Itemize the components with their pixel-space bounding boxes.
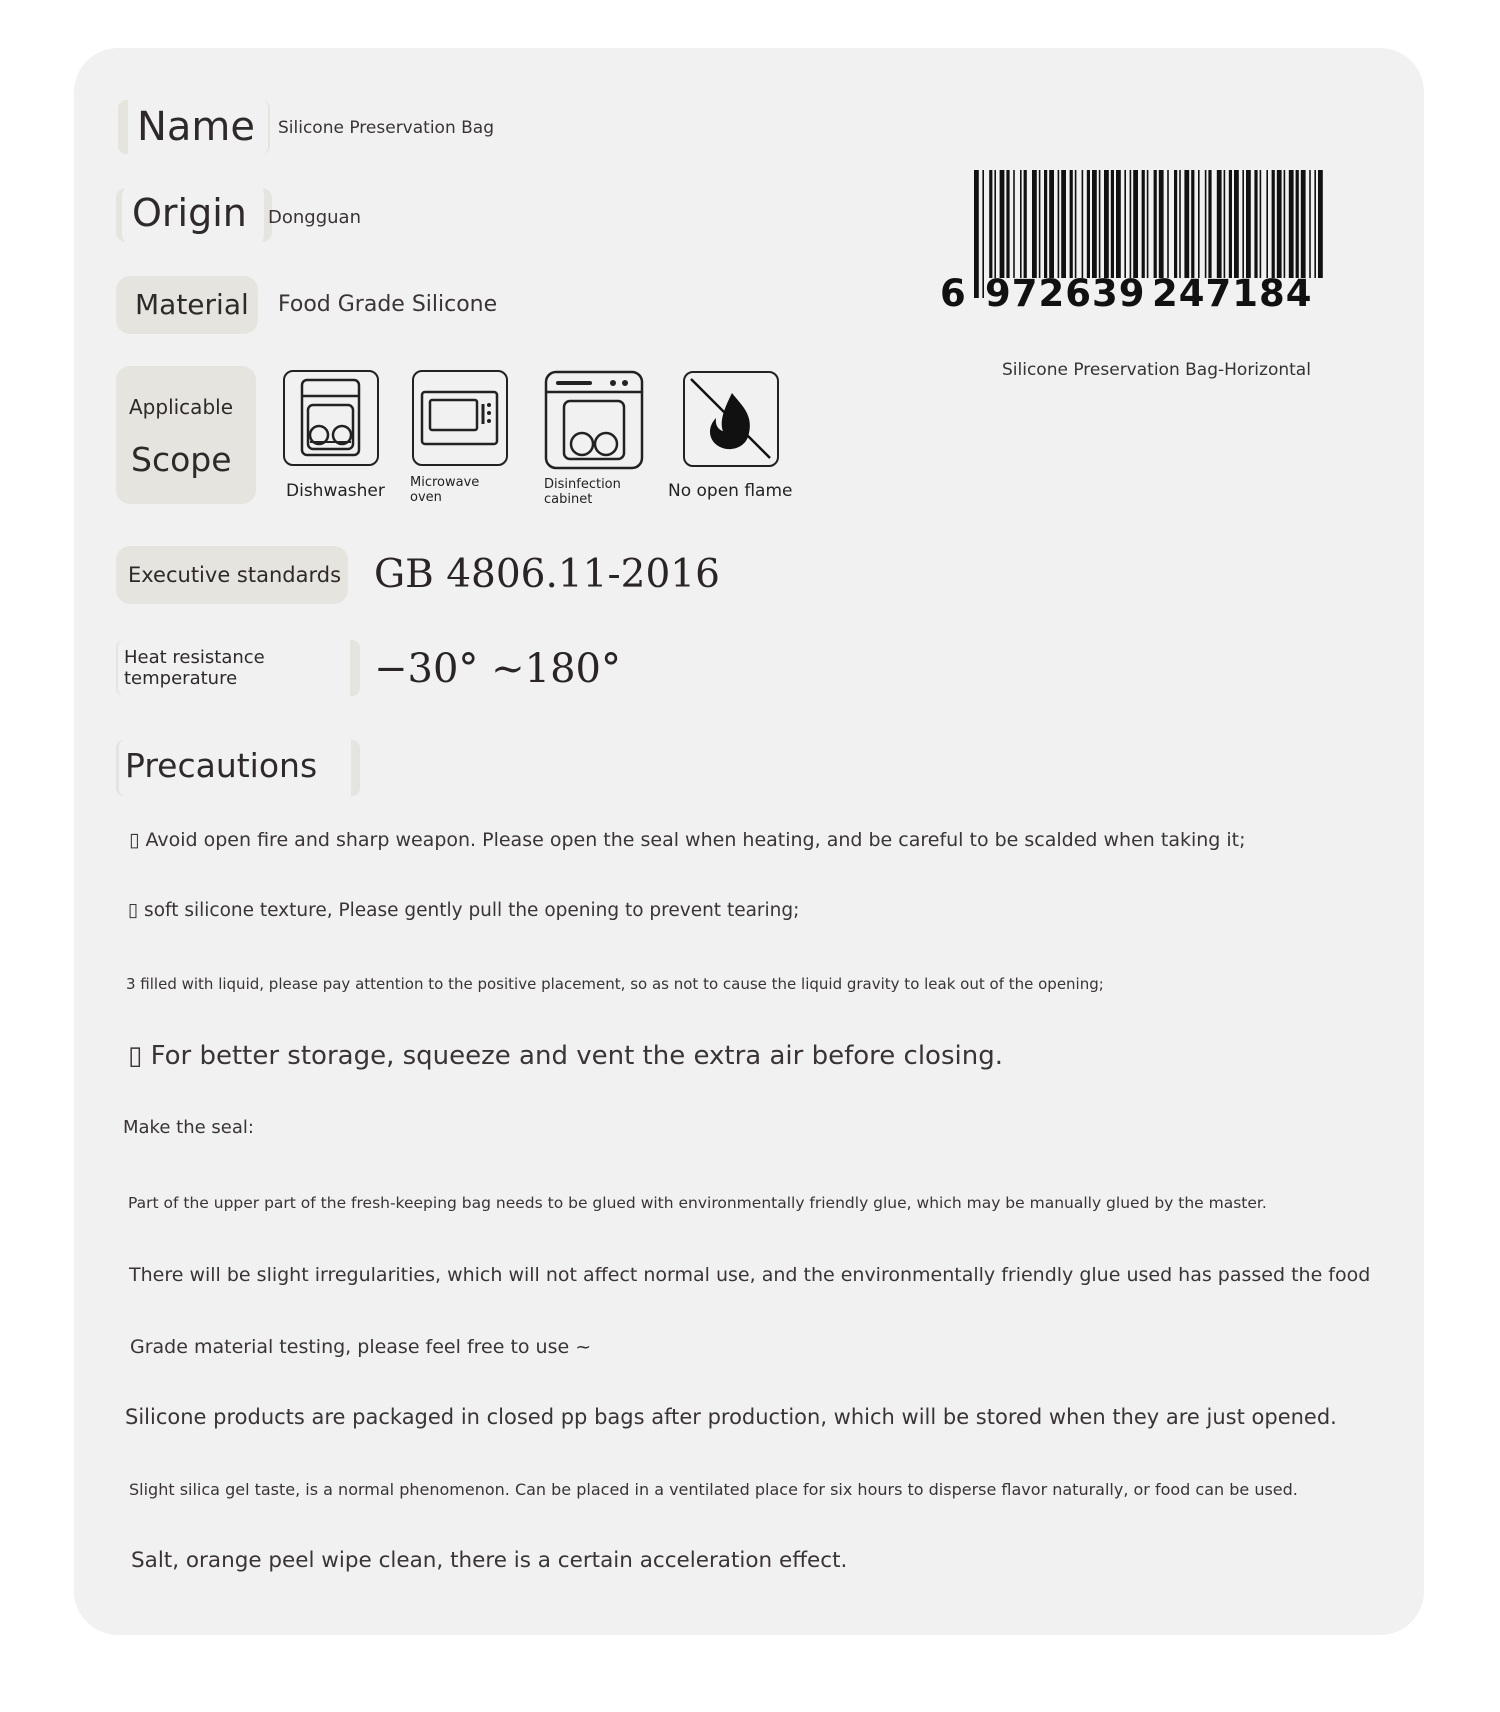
heat-value: −30° ~180° [374,646,621,692]
dishwasher-label: Dishwasher [286,481,385,501]
microwave-oven-icon [412,370,508,466]
name-value: Silicone Preservation Bag [278,118,494,138]
seal-line-6: Salt, orange peel wipe clean, there is a certain acceleration effect. [131,1548,848,1573]
seal-line-3: Grade material testing, please feel free to use ~ [130,1336,592,1358]
barcode-bar [1061,170,1066,278]
barcode-bar [1159,170,1164,278]
origin-label: Origin [132,191,247,235]
barcode-bar [982,170,984,298]
barcode-bar [1006,170,1009,278]
barcode-bar [1092,170,1097,278]
barcode-bar [1272,170,1275,278]
precaution-line-4: ▯ For better storage, squeeze and vent the extra air before closing. [128,1041,1003,1071]
heat-label-line2: temperature [124,668,238,689]
no-open-flame-label: No open flame [668,481,793,501]
barcode-bar [1130,170,1132,278]
no-open-flame-icon [683,371,779,467]
barcode-bar [1058,170,1060,278]
barcode-bar [1075,170,1077,278]
disinfection-label-line2: cabinet [544,492,593,507]
scope-label-line1: Applicable [129,395,233,419]
precaution-line-1: ▯ Avoid open fire and sharp weapon. Please open the seal when heating, and be careful to be scalded when taking it; [129,829,1246,851]
barcode-bar [1020,170,1022,278]
barcode-bar [1217,170,1222,278]
barcode-bar [1124,170,1126,278]
seal-title: Make the seal: [123,1117,254,1138]
barcode-digits-group1: 972639 [985,272,1146,315]
barcode-bar [1087,170,1090,278]
barcode-bar [1246,170,1251,278]
barcode-bar [1205,170,1207,278]
barcode-bar [1070,170,1073,278]
precautions-title: Precautions [125,746,318,785]
barcode-bar [1277,170,1282,278]
scope-tag [116,366,256,504]
barcode-bar [1147,170,1149,278]
barcode-bar [1301,170,1306,278]
barcode-bar [1104,170,1109,278]
barcode-bar [1229,170,1232,278]
barcode-bar [1167,170,1169,278]
barcode-bar [1032,170,1037,278]
barcode-bar [1296,170,1299,278]
standards-value: GB 4806.11-2016 [374,552,720,597]
barcode-bar [1154,170,1157,278]
barcode-bar [1049,170,1054,278]
barcode-bar [1179,170,1181,278]
barcode-caption: Silicone Preservation Bag-Horizontal [1002,360,1311,380]
microwave-label-line1: Microwave [410,475,480,490]
barcode-bar [1266,170,1268,278]
barcode-bar [1142,170,1145,278]
barcode-bar [1309,170,1311,278]
barcode-bar [994,170,996,278]
seal-line-2: There will be slight irregularities, which will not affect normal use, and the environmentally friendly glue used has passed the food [129,1264,1371,1286]
precaution-line-2: ▯ soft silicone texture, Please gently pull the opening to prevent tearing; [128,900,800,921]
barcode-bar [989,170,992,278]
barcode-bar [1099,170,1101,278]
barcode-bar [1044,170,1047,278]
barcode-bar [1024,170,1027,278]
precaution-line-3: 3 filled with liquid, please pay attention to the positive placement, so as not to cause the liquid gravity to leak out of the opening; [126,975,1104,993]
name-label: Name [137,104,256,150]
barcode-bar [1116,170,1121,278]
disinfection-cabinet-icon [544,370,640,466]
barcode-bar [1184,170,1189,278]
standards-label: Executive standards [128,563,342,587]
barcode-bar [1198,170,1200,278]
disinfection-label-line1: Disinfection [544,477,621,492]
barcode-bar [1289,170,1294,278]
barcode-bar [1234,170,1239,278]
barcode-bar [1314,170,1316,278]
barcode-bar [1191,170,1194,278]
seal-line-1: Part of the upper part of the fresh-keeping bag needs to be glued with environmentally friendly glue, which may be manually glued by the master. [128,1194,1267,1212]
barcode-bar [1208,170,1211,278]
barcode-bar [1260,170,1262,278]
barcode-bar [1254,170,1257,278]
barcode-bar [1039,170,1041,278]
barcode-bar [1174,170,1177,278]
scope-label-line2: Scope [131,440,232,479]
barcode-bar [1318,170,1323,278]
seal-line-5: Slight silica gel taste, is a normal phenomenon. Can be placed in a ventilated place for six hours to disperse flavor naturally, or food can be used. [129,1480,1298,1499]
microwave-label [410,475,479,505]
barcode-bar [1000,170,1005,278]
origin-value: Dongguan [268,207,361,228]
barcode-bar [1242,170,1244,278]
barcode-bar [1013,170,1015,278]
material-value: Food Grade Silicone [278,292,498,317]
dishwasher-icon [283,370,379,466]
barcode-bar [1111,170,1114,278]
barcode-bar [1284,170,1286,278]
barcode-digit-first: 6 [940,272,966,315]
barcode-digits-group2: 247184 [1152,272,1313,315]
material-label: Material [135,288,249,321]
microwave-label-line2: oven [410,490,442,505]
seal-line-4: Silicone products are packaged in closed pp bags after production, which will be stored when they are just opened. [125,1405,1337,1429]
disinfection-label [544,477,621,507]
barcode-bar [1224,170,1226,278]
barcode-bar [1082,170,1084,278]
barcode-bar [974,170,979,298]
heat-label-line1: Heat resistance [124,647,265,668]
barcode-bar [1133,170,1138,278]
